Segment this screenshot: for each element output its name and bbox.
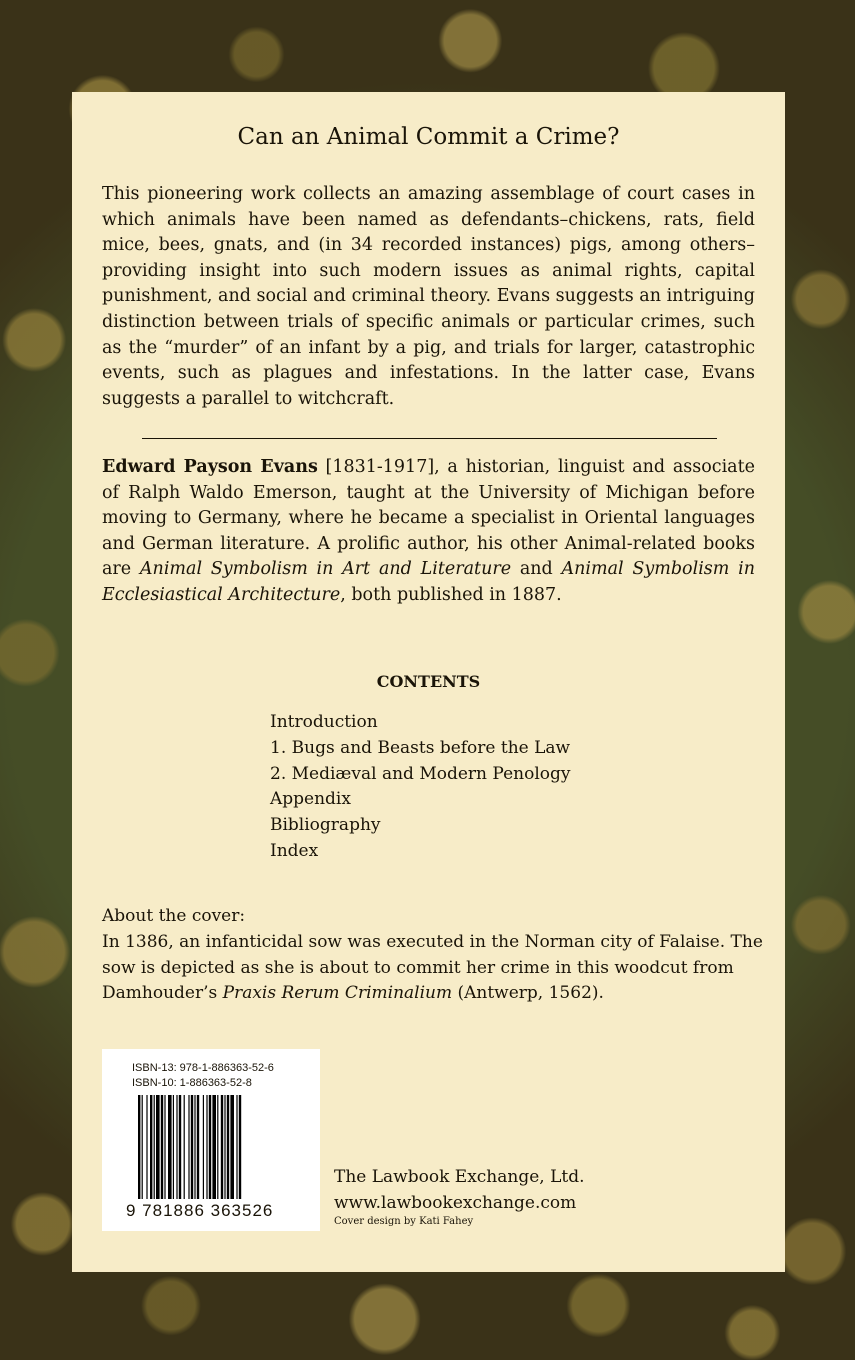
table-of-contents bbox=[270, 710, 570, 865]
toc-item: 2. Mediæval and Modern Penology bbox=[270, 763, 571, 784]
barcode-digits: 9 781886 363526 bbox=[126, 1201, 274, 1220]
cover-work-title: Praxis Rerum Criminalium bbox=[222, 983, 453, 1004]
book-description: This pioneering work collects an amazing assemblage of court cases in which animals have been named as defendants–chickens, rats, field mice, bees, gnats, and (in 34 recorded instances) pigs, among others–providing insight into such modern issues as animal rights, capital punishment, and social and criminal theory. Evans suggests an intriguing distinction between trials of specific animals or particular crimes, such as the “murder” of an infant by a pig, and trials for larger, catastrophic events, such as plagues and infestations. In the latter case, Evans suggests a parallel to witchcraft. bbox=[102, 184, 755, 409]
back-cover-panel bbox=[72, 92, 785, 1272]
barcode-icon bbox=[138, 1095, 288, 1199]
book-title-1: Animal Symbolism in Art and Literature bbox=[139, 559, 512, 580]
barcode-box bbox=[102, 1049, 320, 1231]
publisher-info bbox=[334, 1164, 585, 1216]
bio-text-2: and bbox=[511, 559, 562, 580]
about-cover-heading: About the cover: bbox=[102, 906, 246, 926]
cover-text-1: In 1386, an infanticidal sow was executed in the Norman city of Falaise. The sow is depicted as she is about to commit her crime in this woodcut from Damhouder’s bbox=[102, 931, 763, 1004]
page-title: Can an Animal Commit a Crime? bbox=[237, 124, 620, 150]
publisher-url[interactable]: www.lawbookexchange.com bbox=[334, 1193, 577, 1213]
isbn-13: ISBN-13: 978-1-886363-52-6 bbox=[132, 1062, 274, 1074]
toc-item: Appendix bbox=[270, 789, 351, 810]
toc-item: Index bbox=[270, 840, 319, 861]
bio-text-3: , both published in 1887. bbox=[340, 584, 562, 605]
author-bio bbox=[102, 455, 755, 609]
isbn-10: ISBN-10: 1-886363-52-8 bbox=[132, 1077, 252, 1089]
cover-design-credit: Cover design by Kati Fahey bbox=[334, 1216, 474, 1227]
toc-item: Bibliography bbox=[270, 815, 381, 836]
cover-text-2: (Antwerp, 1562). bbox=[452, 983, 604, 1004]
author-name: Edward Payson Evans bbox=[102, 457, 318, 477]
contents-heading: CONTENTS bbox=[376, 672, 481, 691]
toc-item: Introduction bbox=[270, 712, 378, 732]
divider bbox=[142, 438, 717, 439]
publisher-name: The Lawbook Exchange, Ltd. bbox=[334, 1167, 585, 1187]
bio-text-1: [1831-1917], a historian, linguist and associate of Ralph Waldo Emerson, taught at the University of Michigan before moving to Germany, where he became a specialist in Oriental languages and German literature. A prolific author, his other Animal-related books are bbox=[102, 457, 755, 580]
book-title-2: Animal Symbolism in Ecclesiastical Architecture bbox=[102, 559, 755, 605]
about-cover-text bbox=[102, 930, 765, 1007]
toc-item: 1. Bugs and Beasts before the Law bbox=[270, 737, 571, 758]
about-cover bbox=[102, 904, 765, 1007]
